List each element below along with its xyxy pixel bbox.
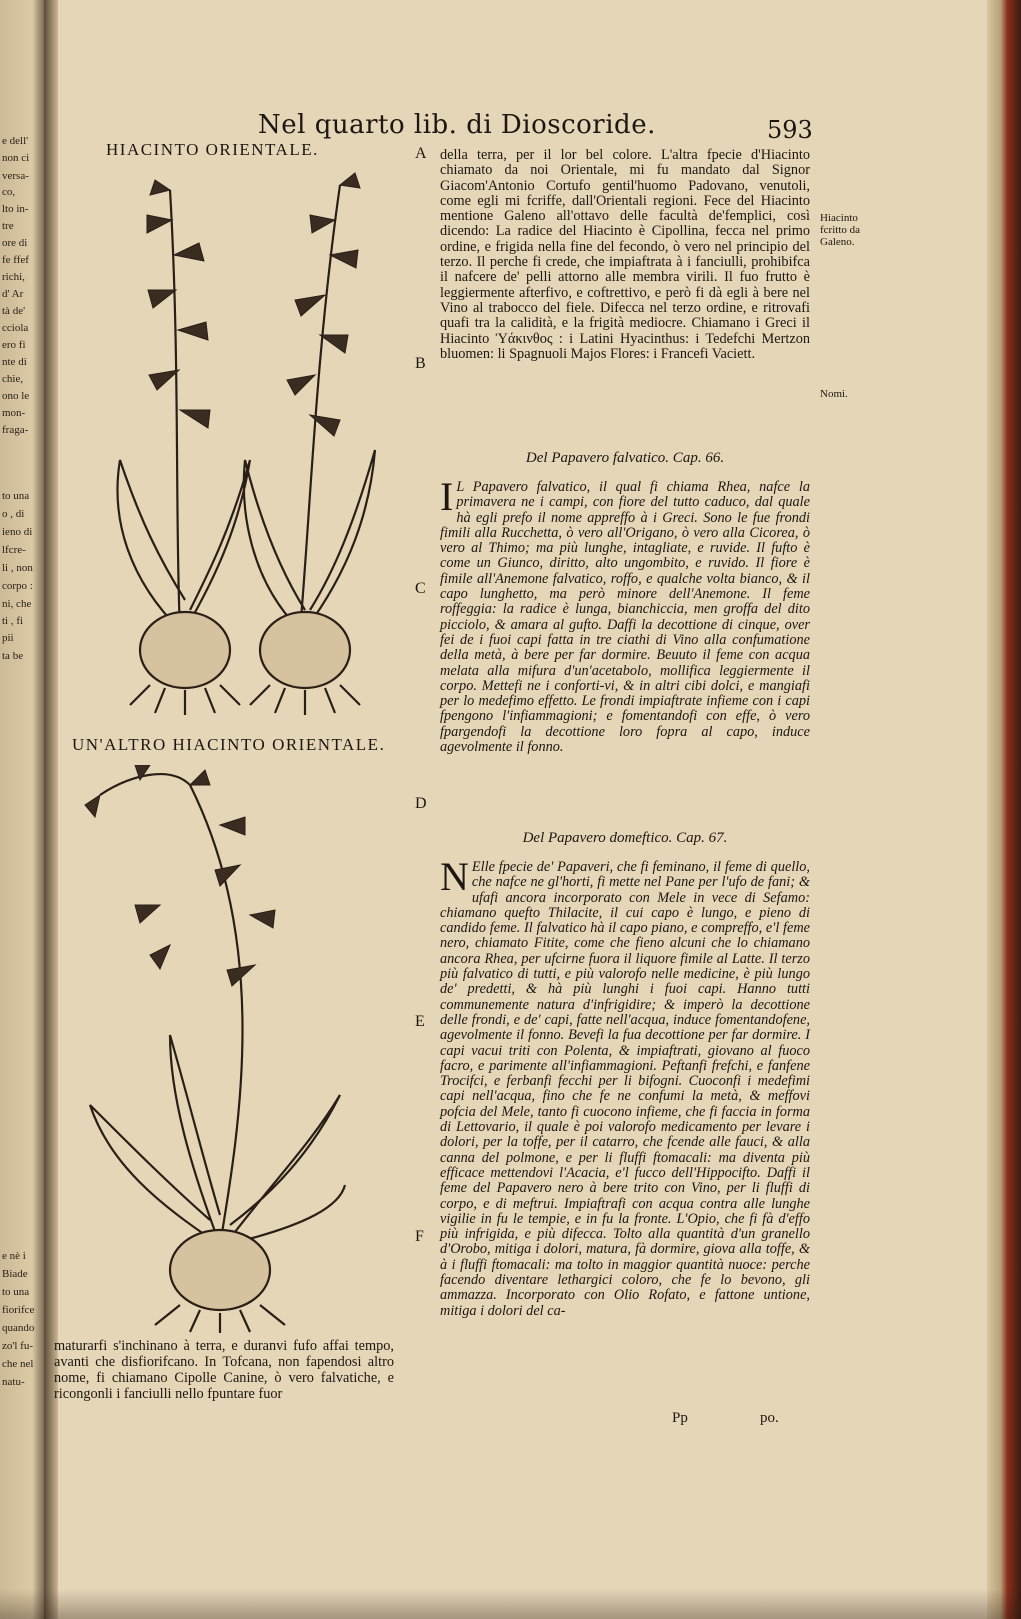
facing-page-text-fragment: zo'l fu- xyxy=(2,1340,33,1352)
running-header: Nel quarto lib. di Dioscoride. xyxy=(258,110,656,140)
facing-page-text-fragment: o , di xyxy=(2,508,25,520)
margin-letter-a: A xyxy=(415,145,427,162)
facing-page-text-fragment: li , non xyxy=(2,562,33,574)
facing-page-text-fragment: non ci xyxy=(2,152,30,164)
facing-page-text-fragment: quando xyxy=(2,1322,35,1334)
signature-mark: Pp xyxy=(672,1410,688,1426)
facing-page-text-fragment: ono le xyxy=(2,390,30,402)
facing-page-text-fragment: nte di xyxy=(2,356,27,368)
facing-page-text-fragment: tà de' xyxy=(2,305,26,317)
paragraph: della terra, per il lor bel colore. L'altra fpecie d'Hiacinto chiamato da noi Orientale, mi fu mandato dal Signor Giacom'Antonio Cortufo gentil'huomo Padovano, venutoli, come egli mi fcriffe, dall'Orientali regioni. Fece del Hiacinto mentione Galeno all'ottavo delle facultà de'femplici, così dicendo: La radice del Hiacinto è Cipollina, fecca nel primo ordine, e frigida nella fine del fecondo, ò vero nel principio del terzo. Il perche fi crede, che impiaftrata à i fanciulli, prohibifca il nafcere de' pelli attorno alle membra virili. Il fuo frutto è leggiermente afterfivo, e coftrettivo, e però fi dà egli à bere nel Vino al trabocco del fiele. Difecca nel terzo ordine, e ritrovafi quafi tra la calidità, e la frigità mediocre. Chiamano i Greci il Hiacinto Ὑάκινθος : i Latini Hyacinthus: i Tedefchi Mertzon bluomen: li Spagnuoli Majos Flores: i Francefi Vaciett. xyxy=(440,147,810,362)
page-edge xyxy=(987,0,1021,1619)
facing-page-text-fragment: e nè i xyxy=(2,1250,26,1262)
margin-letter-f: F xyxy=(415,1228,424,1245)
figure-caption-hiacinto-orientale: HIACINTO ORIENTALE. xyxy=(106,140,319,159)
facing-page-text-fragment: tre xyxy=(2,220,14,232)
margin-letter-b: B xyxy=(415,355,426,372)
facing-page-text-fragment: lto in- xyxy=(2,203,29,215)
paragraph: maturarfi s'inchinano à terra, e duranvi fufo affai tempo, avanti che disfiorifcano. In Tofcana, non fapendosi altro nome, fi chiamano Cipolle Canine, ò vero falvatiche, e ricongonli i fanciulli nello fpuntare fuor xyxy=(54,1338,394,1402)
facing-page-text-fragment: d' Ar xyxy=(2,288,24,300)
text-block-chapter-67 xyxy=(440,854,810,1319)
facing-page-text-fragment: cciola xyxy=(2,322,29,334)
facing-page-text-fragment: pii xyxy=(2,632,14,644)
facing-page-text-fragment: to una xyxy=(2,490,30,502)
facing-page-text-fragment: corpo : xyxy=(2,580,33,592)
facing-page-text-fragment: lfcre- xyxy=(2,544,26,556)
facing-page-text-fragment: mon- xyxy=(2,407,26,419)
chapter-heading-67: Del Papavero domeftico. Cap. 67. xyxy=(522,830,728,846)
facing-page-text-fragment: co, xyxy=(2,186,16,198)
catchword: po. xyxy=(760,1410,779,1426)
text-block-left-continuation xyxy=(54,1338,394,1402)
drop-cap: I xyxy=(440,474,454,519)
facing-page-text-fragment: ta be xyxy=(2,650,24,662)
facing-page-text-fragment: fe ffef xyxy=(2,254,29,266)
facing-page-text-fragment: ti , fi xyxy=(2,615,24,627)
hyacinth-illustration-2 xyxy=(70,765,350,1335)
facing-page-text-fragment: ni, che xyxy=(2,598,32,610)
text-block-chapter-66 xyxy=(440,474,810,756)
facing-page-text-fragment: fraga- xyxy=(2,424,29,436)
facing-page-text-fragment: ero fi xyxy=(2,339,26,351)
margin-letter-d: D xyxy=(415,795,427,812)
figure-caption-altro-hiacinto: UN'ALTRO HIACINTO ORIENTALE. xyxy=(72,735,386,754)
facing-page-text-fragment: Biade xyxy=(2,1268,28,1280)
page-shadow xyxy=(0,1589,1021,1619)
side-note-galeno: Hiacinto fcritto da Galeno. xyxy=(820,212,861,248)
facing-page-text-fragment: to una xyxy=(2,1286,30,1298)
margin-letter-e: E xyxy=(415,1013,425,1030)
paragraph: Elle fpecie de' Papaveri, che fi feminano, il feme di quello, che nafce ne gl'horti, fi mette nel Pane per l'ufo de fani; & ufafi ancora incorporato con Mele in vece di Sefamo: chiamano quefto Thilacite, il cui capo è lungo, e pieno di candido feme. Il falvatico hà il capo piano, e compreffo, e'l feme nero, chiamato Fitite, come che fieno alcuni che lo chiamano ancora Rhea, per ufcirne fuora il liquore fimile al Latte. Il terzo più falvatico di tutti, e più valorofo nelle medicine, è più lungo de' predetti, & hà più lunghi i fuoi capi. Hanno tutti communemente natura d'infrigidire; & imperò la decottione delle frondi, e de' capi, fatte nell'acqua, induce fomentandofene, agevolmente il fonno. Bevefi la fua decottione per far dormire. I capi vacui triti con Polenta, & impiaftrati, giovano al fuoco facro, e parimente all'infiammagioni. Peftanfi frefchi, e fanfene Trocifci, e ferbanfi fecchi per li bifogni. Cuoconfi i medefimi capi nell'acqua, fino che fe ne confumi la metà, & meffovi pofcia del Mele, tanto fi cuocono infieme, che fi faccia in forma di Lettovario, il quale è poi valorofo medicamento per levare i dolori, per la toffe, per il catarro, che fcende alle fauci, & alla canna del polmone, e per li fluffi ftomacali: ma diventa più efficace mettendovi l'Acacia, e'l fucco dell'Hippocifto. Daffi il feme del Papavero nero à bere trito con Vino, per li fluffi di corpo, e di meftrui. Impiaftrafi con acqua contra alle lunghe vigilie in fu le tempie, e in fu la fronte. L'Opio, che fi fà d'effo più infrigida, e più difecca. Tolto alla quantità d'un granello d'Orobo, mitiga i dolori, matura, fà dormire, giova alla toffe, & à i fluffi ftomacali: ma tolto in maggior quantità nuoce: perche facendo diventare lethargici coloro, che fe lo bevono, gli ammazza. Incorporato con Olio Rofato, e fattone untione, mitiga i dolori del ca- xyxy=(440,859,810,1319)
facing-page-text-fragment: ieno di xyxy=(2,526,33,538)
facing-page-text-fragment: versa- xyxy=(2,170,29,182)
facing-page-text-fragment: richi, xyxy=(2,271,25,283)
facing-page-text-fragment: natu- xyxy=(2,1376,25,1388)
facing-page-text-fragment: che nel xyxy=(2,1358,34,1370)
facing-page-text-fragment: fiorifce xyxy=(2,1304,35,1316)
margin-letter-c: C xyxy=(415,580,426,597)
side-note-nomi: Nomi. xyxy=(820,388,848,400)
hyacinth-illustration-1 xyxy=(90,160,390,730)
paragraph: L Papavero falvatico, il qual fi chiama Rhea, nafce la primavera ne i campi, con fiore del tutto caduco, dal quale hà egli prefo il nome appreffo à i Greci. Sono le fue frondi fimili alla Rucchetta, ò vero all'Origano, ò vero alla Cicorea, ò vero al Thimo; ma più lunghe, intagliate, e ruvide. Il fufto è come un Giunco, diritto, alto ungombito, e ruvido. Il fiore è fimile all'Anemone falvatico, roffo, e qualche volta bianco, & il capo lunghetto, ma però minore dell'Anemone. Il feme roffeggia: la radice è lunga, bianchiccia, men groffa del dito picciolo, & amara al gufto. Daffi la decottione di cinque, over fei de i fuoi capi fatta in tre ciathi di Vino alla confumatione della metà, à bere per far dormire. Beuuto il feme con acqua melata alla mifura d'un'acetabolo, mollifica leggiermente il corpo. Mettefi ne i conforti-vi, & in altri cibi dolci, e mangiafi per lo medefimo effetto. Le frondi impiaftrate infieme con i capi fpengono l'infiammagioni; e fomentandofi con effe, ò vero fpargendofi la decottione loro fopra al capo, induce agevolmente il fonno. xyxy=(440,479,810,756)
facing-page-text-fragment: e dell' xyxy=(2,135,29,147)
facing-page-text-fragment: chie, xyxy=(2,373,24,385)
facing-page-fragment xyxy=(0,0,46,1619)
text-block-hiacinto xyxy=(440,148,810,362)
chapter-heading-66: Del Papavero falvatico. Cap. 66. xyxy=(525,450,725,466)
drop-cap: N xyxy=(440,854,469,899)
page-number: 593 xyxy=(767,116,813,144)
facing-page-text-fragment: ore di xyxy=(2,237,28,249)
